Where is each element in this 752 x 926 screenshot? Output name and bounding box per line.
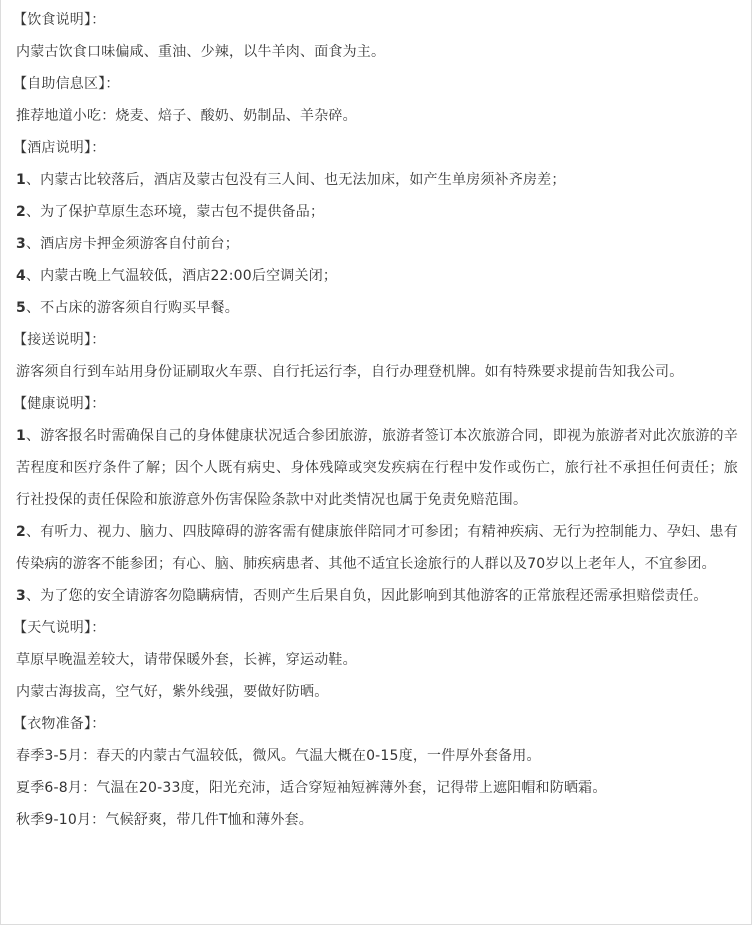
- item-number: 4: [16, 268, 26, 284]
- clothing-spring: 春季3-5月：春天的内蒙古气温较低，微风。气温大概在0-15度，一件厚外套备用。: [16, 748, 541, 764]
- hotel-item: [16, 164, 738, 196]
- item-text: 、内蒙古比较落后，酒店及蒙古包没有三人间、也无法加床，如产生单房须补齐房差；: [25, 172, 566, 188]
- clothing-autumn: 秋季9-10月：气候舒爽，带几件T恤和薄外套。: [16, 812, 313, 828]
- clothing-summer: 夏季6-8月：气温在20-33度，阳光充沛，适合穿短袖短裤薄外套，记得带上遮阳帽和防晒霜。: [16, 780, 607, 796]
- hotel-item: [16, 196, 738, 228]
- hotel-item: [16, 228, 738, 260]
- health-item: [16, 516, 738, 580]
- item-number: 3: [16, 588, 26, 604]
- hotel-heading: 【酒店说明】：: [13, 140, 106, 156]
- self-service-heading: 【自助信息区】：: [13, 76, 120, 92]
- weather-text: 内蒙古海拔高，空气好，紫外线强，要做好防晒。: [16, 684, 329, 700]
- item-text: 、有听力、视力、脑力、四肢障碍的游客需有健康旅伴陪同才可参团；有精神疾病、无行为控制能力、孕妇、患有传染病的游客不能参团；有心、脑、肺疾病患者、其他不适宜长途旅行的人群以及70岁以上老年人，不宜参团。: [16, 524, 738, 572]
- health-item: [16, 420, 738, 516]
- transfer-heading: 【接送说明】：: [13, 332, 106, 348]
- diet-heading: 【饮食说明】：: [13, 12, 106, 28]
- item-text: 、为了保护草原生态环境，蒙古包不提供备品；: [25, 204, 325, 220]
- item-number: 1: [16, 172, 26, 188]
- hotel-item: [16, 260, 738, 292]
- hotel-item: [16, 292, 738, 324]
- health-heading: 【健康说明】：: [13, 396, 106, 412]
- item-number: 2: [16, 524, 26, 540]
- item-number: 5: [16, 300, 26, 316]
- item-number: 3: [16, 236, 26, 252]
- health-item: [16, 580, 738, 612]
- clothing-heading: 【衣物准备】：: [13, 716, 106, 732]
- item-text: 、内蒙古晚上气温较低，酒店22:00后空调关闭；: [25, 268, 338, 284]
- item-text: 、酒店房卡押金须游客自付前台；: [25, 236, 239, 252]
- item-number: 1: [16, 428, 26, 444]
- snack-recommendation: 推荐地道小吃：烧麦、焙子、酸奶、奶制品、羊杂碎。: [16, 108, 357, 124]
- item-text: 、游客报名时需确保自己的身体健康状况适合参团旅游，旅游者签订本次旅游合同，即视为旅游者对此次旅游的辛苦程度和医疗条件了解；因个人既有病史、身体残障或突发疾病在行程中发作或伤亡，旅行社不承担任何责任；旅行社投保的责任保险和旅游意外伤害保险条款中对此类情况也属于免责免赔范围。: [16, 428, 738, 508]
- item-text: 、为了您的安全请游客勿隐瞒病情，否则产生后果自负，因此影响到其他游客的正常旅程还需承担赔偿责任。: [25, 588, 708, 604]
- travel-notes: [13, 4, 738, 836]
- transfer-text: 游客须自行到车站用身份证刷取火车票、自行托运行李，自行办理登机牌。如有特殊要求提前告知我公司。: [16, 364, 684, 380]
- diet-text: 内蒙古饮食口味偏咸、重油、少辣，以牛羊肉、面食为主。: [16, 44, 386, 60]
- item-number: 2: [16, 204, 26, 220]
- item-text: 、不占床的游客须自行购买早餐。: [25, 300, 239, 316]
- weather-text: 草原早晚温差较大，请带保暖外套，长裤，穿运动鞋。: [16, 652, 357, 668]
- weather-heading: 【天气说明】：: [13, 620, 106, 636]
